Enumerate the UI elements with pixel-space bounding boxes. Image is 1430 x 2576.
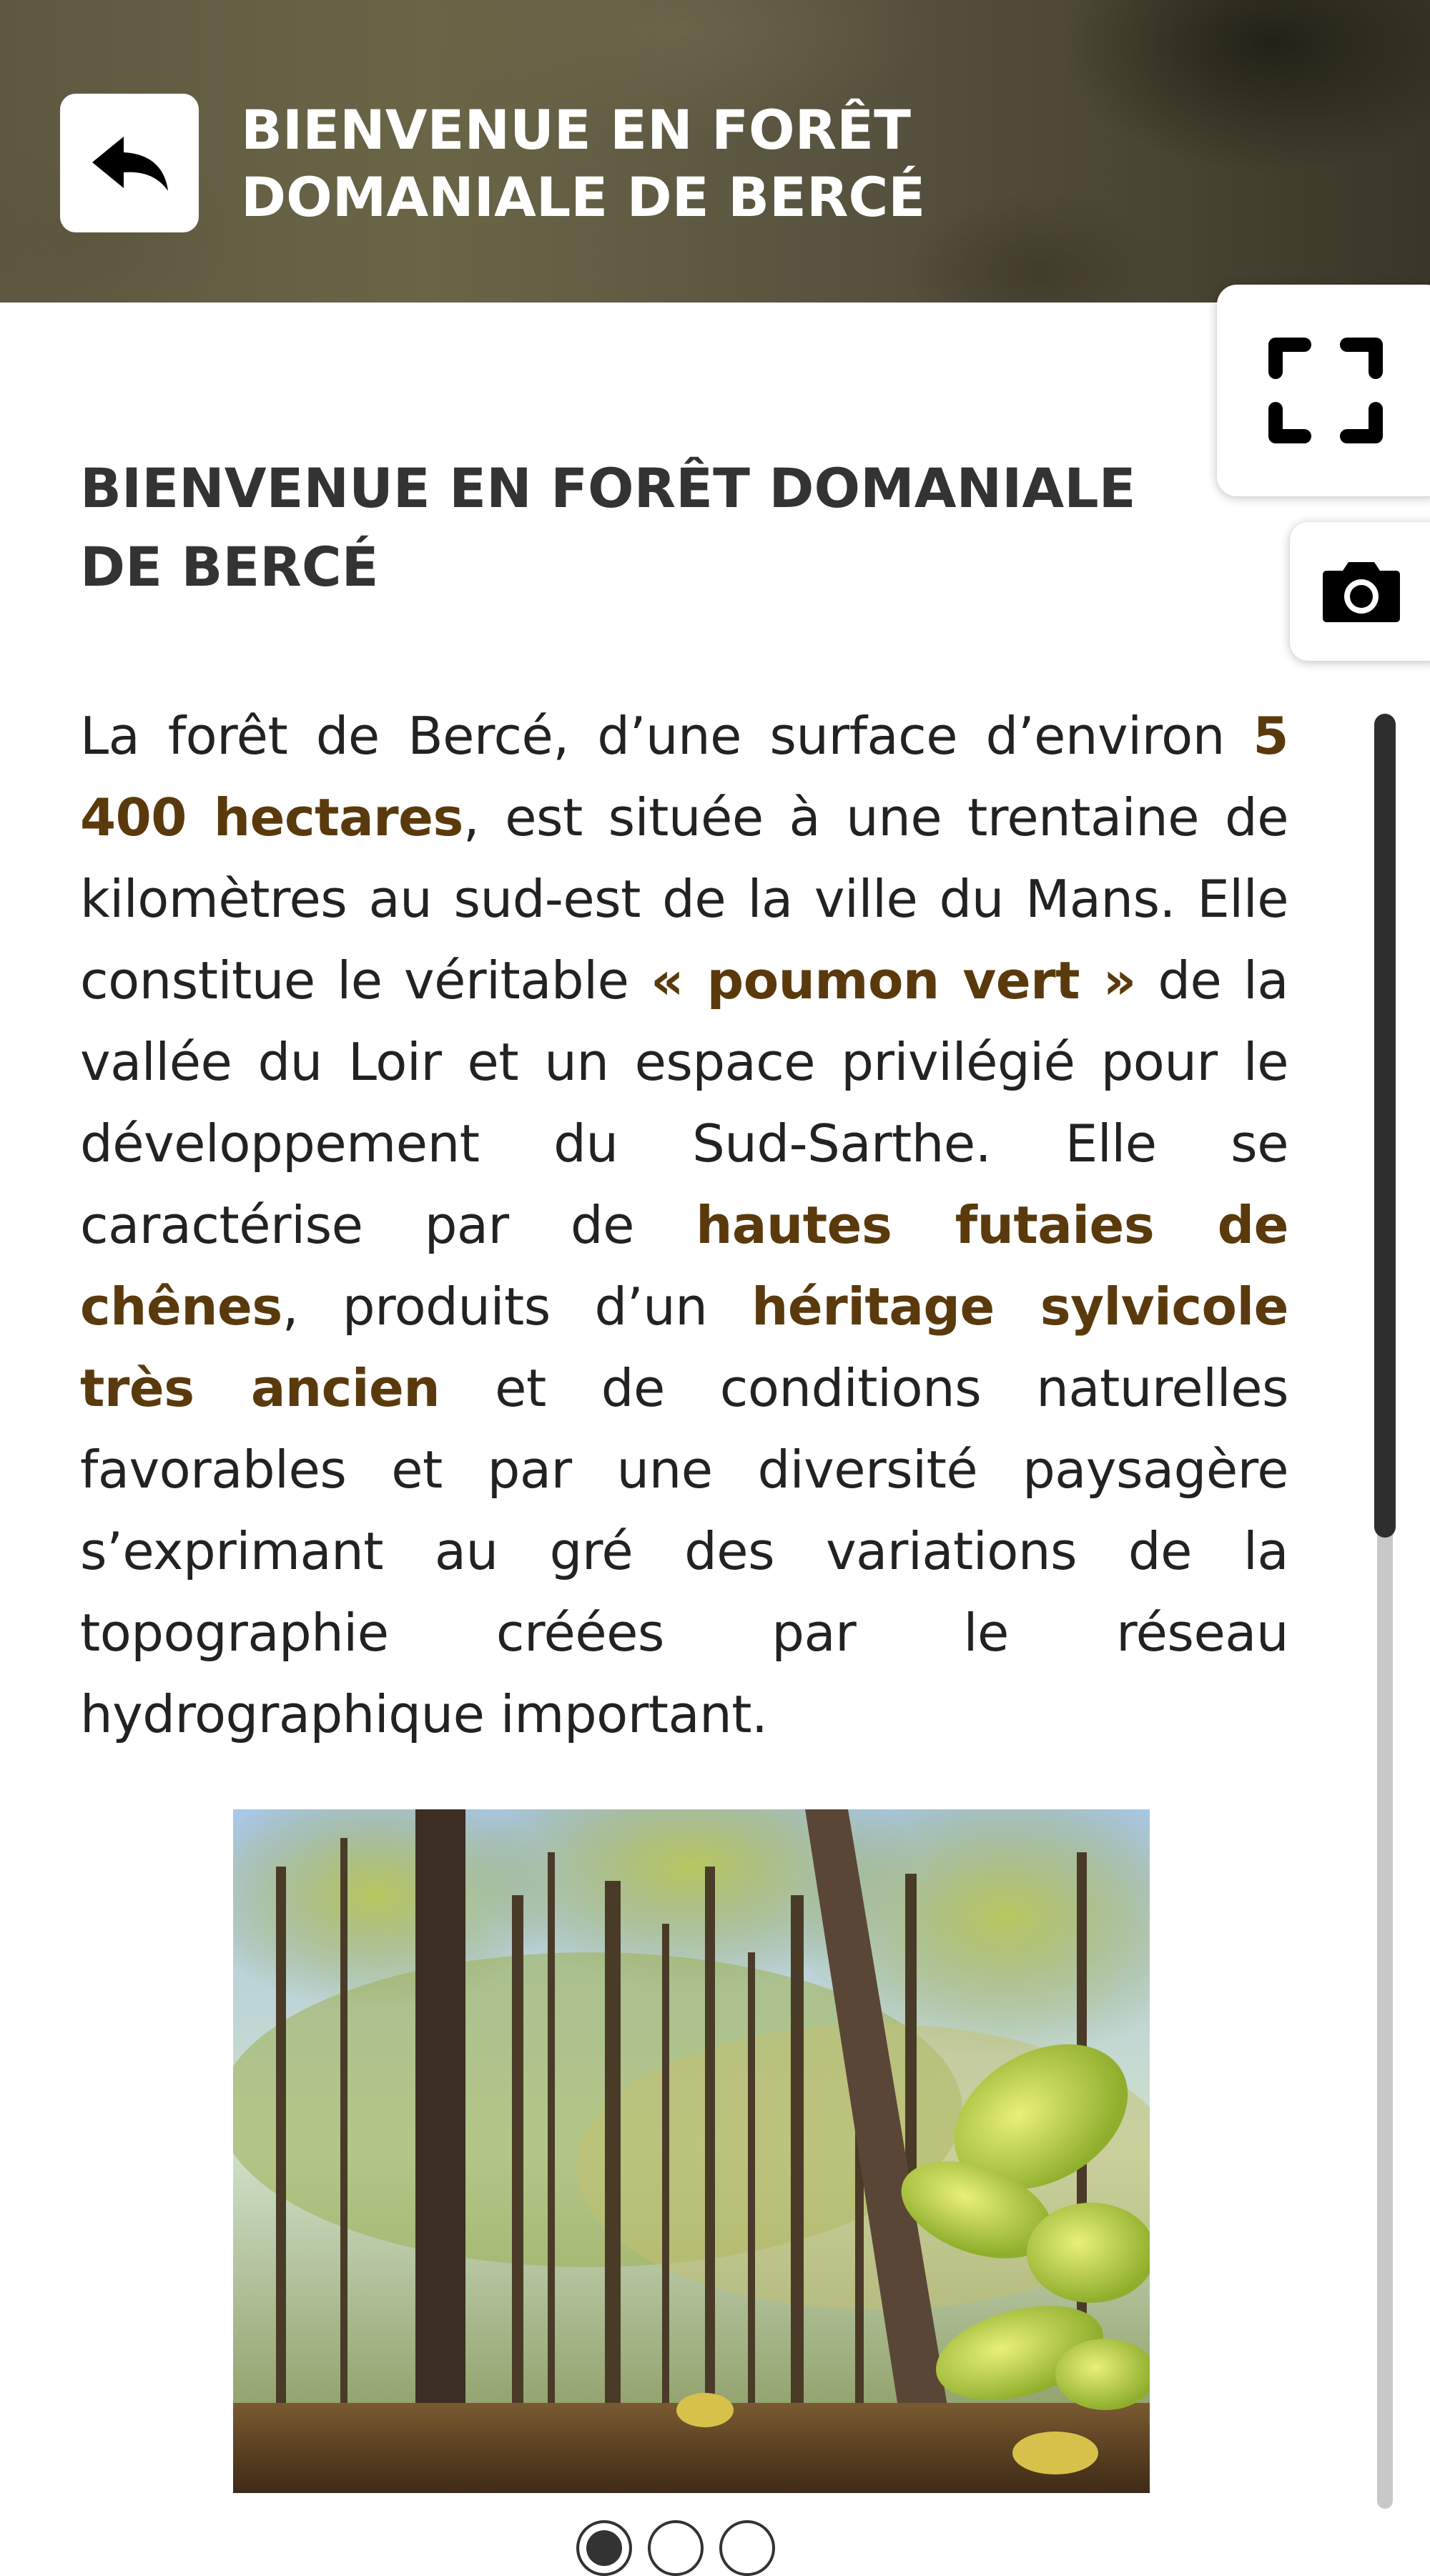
paragraph-text: , produits d’un <box>282 1277 752 1337</box>
forest-photo[interactable] <box>233 1809 1150 2493</box>
paragraph-text: et de conditions naturelles favorables et par une diversité paysagère s’exprimant au gré des variations de la topographie créées par le réseau hydrographique important. <box>80 1358 1288 1744</box>
intro-paragraph <box>80 695 1288 1755</box>
highlight-poumon-vert: « poumon vert » <box>650 950 1136 1011</box>
highlight-futaies: hautes futaies de chênes <box>80 1195 1289 1337</box>
header-banner <box>0 0 1430 303</box>
fullscreen-icon <box>1267 336 1384 445</box>
pagination-dot[interactable] <box>719 2520 775 2576</box>
paragraph-text: de la vallée du Loir et un espace privilégié pour le développement du Sud-Sarthe. Elle se caractérise par de <box>80 950 1288 1255</box>
paragraph-text: La forêt de Bercé, d’une surface d’environ <box>80 706 1253 766</box>
back-button[interactable] <box>60 94 199 232</box>
highlight-surface: 5 400 hectares <box>80 706 1288 847</box>
scrollbar-thumb[interactable] <box>1374 714 1396 1538</box>
camera-icon <box>1321 558 1401 624</box>
page-title: BIENVENUE EN FORÊT DOMANIALE DE BERCÉ <box>80 456 1136 599</box>
gallery-pagination <box>576 2520 775 2570</box>
highlight-heritage: héritage sylvicole très ancien <box>80 1277 1288 1418</box>
back-arrow-icon <box>87 131 172 195</box>
pagination-dot[interactable] <box>576 2520 632 2576</box>
header-title: BIENVENUE EN FORÊT DOMANIALE DE BERCÉ <box>241 98 926 229</box>
paragraph-text: , est située à une trentaine de kilomètres au sud-est de la ville du Mans. Elle constitue le véritable <box>80 787 1288 1011</box>
fullscreen-button[interactable] <box>1217 285 1430 496</box>
camera-button[interactable] <box>1290 522 1430 661</box>
pagination-dot[interactable] <box>648 2520 704 2576</box>
forest-photo-image <box>233 1809 1150 2493</box>
